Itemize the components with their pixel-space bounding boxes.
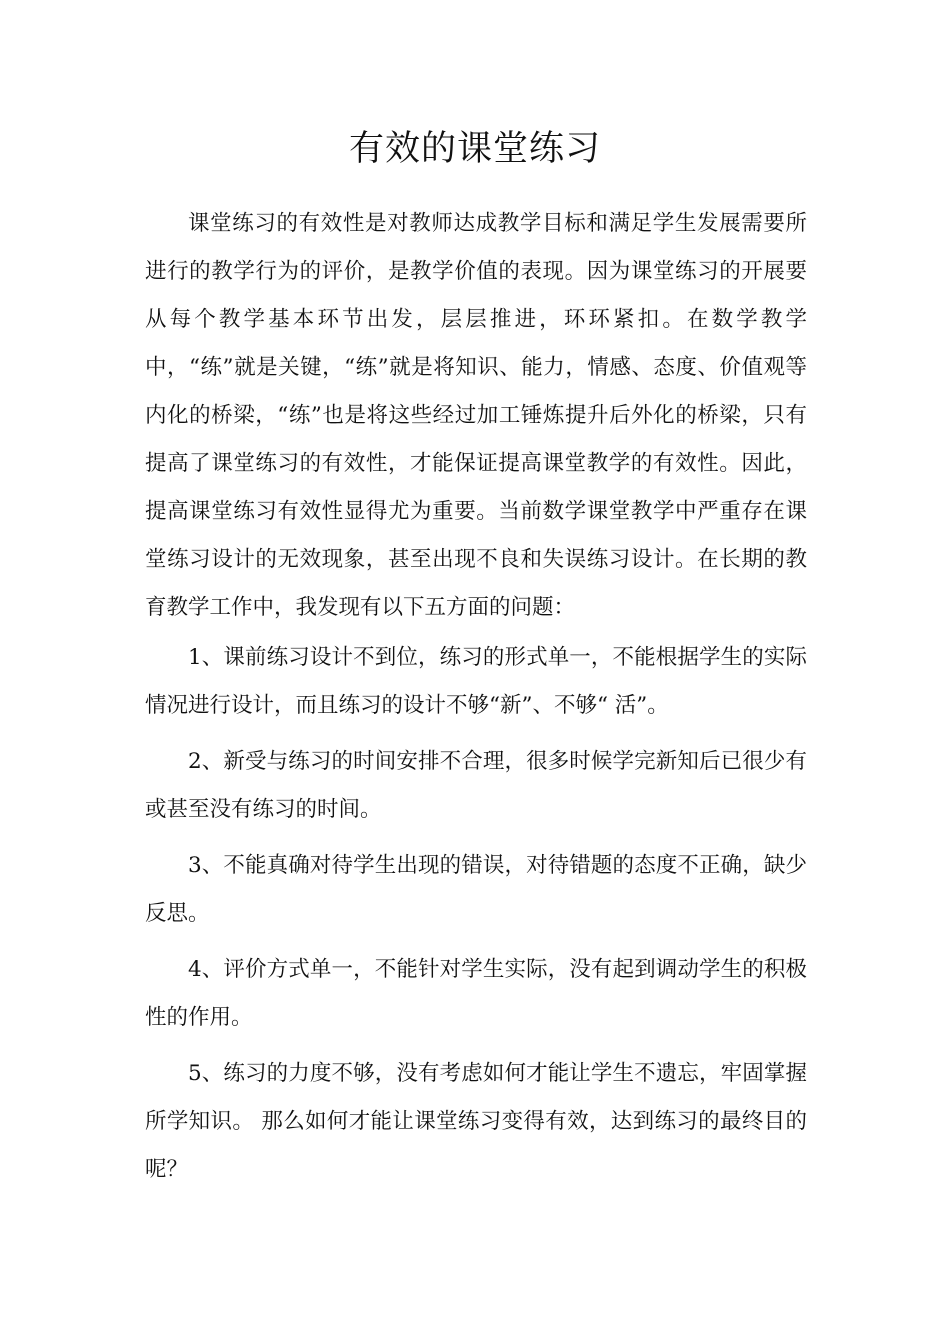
document-body [145, 200, 807, 1202]
problem-item-5: 5、练习的力度不够，没有考虑如何才能让学生不遗忘，牢固掌握所学知识。 那么如何才能让课堂练习变得有效，达到练习的最终目的呢？ [145, 1061, 807, 1182]
problem-item-3: 3、不能真确对待学生出现的错误，对待错题的态度不正确，缺少反思。 [145, 853, 807, 926]
problem-item-4: 4、评价方式单一，不能针对学生实际，没有起到调动学生的积极性的作用。 [145, 957, 807, 1030]
document-title: 有效的课堂练习 [348, 129, 601, 169]
problem-item-2: 2、新受与练习的时间安排不合理，很多时候学完新知后已很少有或甚至没有练习的时间。 [145, 749, 807, 822]
intro-paragraph: 课堂练习的有效性是对教师达成教学目标和满足学生发展需要所进行的教学行为的评价，是教学价值的表现。因为课堂练习的开展要从每个教学基本环节出发，层层推进，环环紧扣。在数学教学中，“练”就是关键，“练”就是将知识、能力，情感、态度、价值观等内化的桥梁，“练”也是将这些经过加工锤炼提升后外化的桥梁，只有提高了课堂练习的有效性，才能保证提高课堂教学的有效性。因此，提高课堂练习有效性显得尤为重要。当前数学课堂教学中严重存在课堂练习设计的无效现象，甚至出现不良和失误练习设计。在长期的教育教学工作中，我发现有以下五方面的问题： [145, 211, 807, 620]
problem-item-1: 1、课前练习设计不到位，练习的形式单一，不能根据学生的实际情况进行设计，而且练习的设计不够“新”、不够“ 活”。 [145, 645, 807, 718]
